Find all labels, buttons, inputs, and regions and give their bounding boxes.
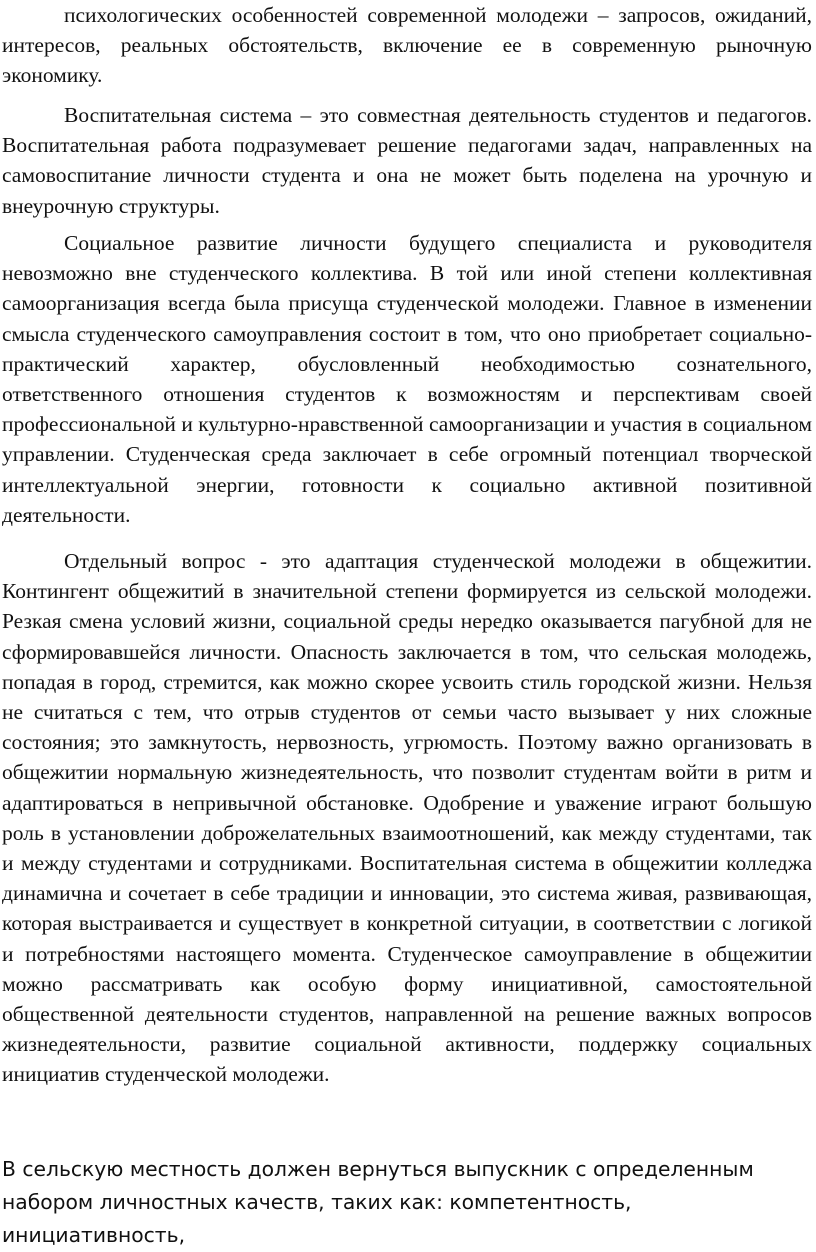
paragraph-5: В сельскую местность должен вернуться выпускник с определенным набором личностных качеств, таких как: компетентность, инициативность, [2,1157,754,1247]
paragraph-3: Социальное развитие личности будущего специалиста и руководителя невозможно вне студенческого коллектива. В той или иной степени коллективная самоорганизация всегда была присуща студенческой молодежи. Главное в изменении смысла студенческого самоуправления состоит в том, что оно приобретает социально-практический характер, обусловленный необходимостью сознательного, ответственного отношения студентов к возможностям и перспективам своей профессиональной и культурно-нравственной самоорганизации и участия в социальном управлении. Студенческая среда заключает в себе огромный потенциал творческой интеллектуальной энергии, готовности к социально активной позитивной деятельности. [2,231,812,527]
paragraph-4: Отдельный вопрос - это адаптация студенческой молодежи в общежитии. Контингент общежитий в значительной степени формируется из сельской молодежи. Резкая смена условий жизни, социальной среды нередко оказывается пагубной для не сформировавшейся личности. Опасность заключается в том, что сельская молодежь, попадая в город, стремится, как можно скорее усвоить стиль городской жизни. Нельзя не считаться с тем, что отрыв студентов от семьи часто вызывает у них сложные состояния; это замкнутость, нервозность, угрюмость. Поэтому важно организовать в общежитии нормальную жизнедеятельность, что позволит студентам войти в ритм и адаптироваться в непривычной обстановке. Одобрение и уважение играют большую роль в установлении доброжелательных взаимоотношений, как между студентами, так и между студентами и сотрудниками. Воспитательная система в общежитии колледжа динамична и сочетает в себе традиции и инновации, это система живая, развивающая, которая выстраивается и существует в конкретной ситуации, в соответствии с логикой и потребностями настоящего момента. Студенческое самоуправление в общежитии можно рассматривать как особую форму инициативной, самостоятельной общественной деятельности студентов, направленной на решение важных вопросов жизнедеятельности, развитие социальной активности, поддержку социальных инициатив студенческой молодежи. [2,549,812,1087]
paragraph-2: Воспитательная система – это совместная деятельность студентов и педагогов. Воспитательная работа подразумевает решение педагогами задач, направленных на самовоспитание личности студента и она не может быть поделена на урочную и внеурочную структуры. [2,103,812,218]
paragraph-1: психологических особенностей современной молодежи – запросов, ожиданий, интересов, реальных обстоятельств, включение ее в современную рыночную экономику. [2,3,812,88]
